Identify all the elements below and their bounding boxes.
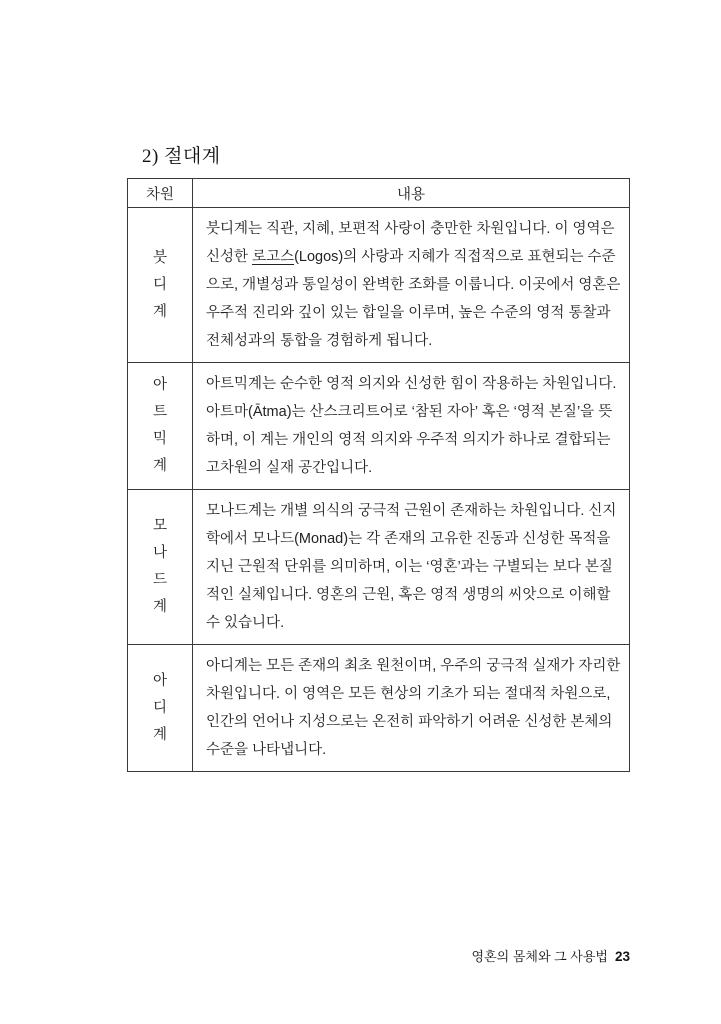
page-footer [472,946,630,965]
dimension-cell [128,490,193,645]
dimension-table [127,178,630,772]
dimension-label: 아트믹계 [152,377,167,474]
table-header-row [128,179,630,208]
header-cell-content: 내용 [193,179,630,208]
section-title: 2) 절대계 [142,146,221,167]
table-row-adi [128,645,630,772]
content-cell: 아디계는 모든 존재의 최초 원천이며, 우주의 궁극적 실재가 자리한 차원입니다. 이 영역은 모든 현상의 기초가 되는 절대적 차원으로, 인간의 언어나 지성으로는 온전히 파악하기 어려운 신성한 본체의 수준을 나타냅니다. [193,645,630,772]
dimension-label: 모나드계 [152,518,167,615]
content-cell: 붓디계는 직관, 지혜, 보편적 사랑이 충만한 차원입니다. 이 영역은 신성한 로고스(Logos)의 사랑과 지혜가 직접적으로 표현되는 수준으로, 개별성과 통일성이 완벽한 조화를 이룹니다. 이곳에서 영혼은 우주적 진리와 깊이 있는 합일을 이루며, 높은 수준의 영적 통찰과 전체성과의 통합을 경험하게 됩니다. [193,208,630,363]
header-cell-dimension: 차원 [128,179,193,208]
footer-book-title: 영혼의 몸체와 그 사용법 [471,949,608,964]
dimension-cell [128,645,193,772]
dimension-cell [128,363,193,490]
footer-page-number: 23 [614,949,630,964]
table-row-atmic [128,363,630,490]
dimension-cell [128,208,193,363]
table-row-monadic [128,490,630,645]
table-row-buddhic [128,208,630,363]
content-cell: 아트믹계는 순수한 영적 의지와 신성한 힘이 작용하는 차원입니다. 아트마(Ātma)는 산스크리트어로 ‘참된 자아’ 혹은 ‘영적 본질’을 뜻하며, 이 계는 개인의 영적 의지와 우주적 의지가 하나로 결합되는 고차원의 실재 공간입니다. [193,363,630,490]
dimension-label: 아디계 [152,672,167,743]
content-cell: 모나드계는 개별 의식의 궁극적 근원이 존재하는 차원입니다. 신지학에서 모나드(Monad)는 각 존재의 고유한 진동과 신성한 목적을 지닌 근원적 단위를 의미하며, 이는 ‘영혼’과는 구별되는 보다 본질적인 실체입니다. 영혼의 근원, 혹은 영적 생명의 씨앗으로 이해할 수 있습니다. [193,490,630,645]
dimension-label: 붓디계 [152,249,167,320]
